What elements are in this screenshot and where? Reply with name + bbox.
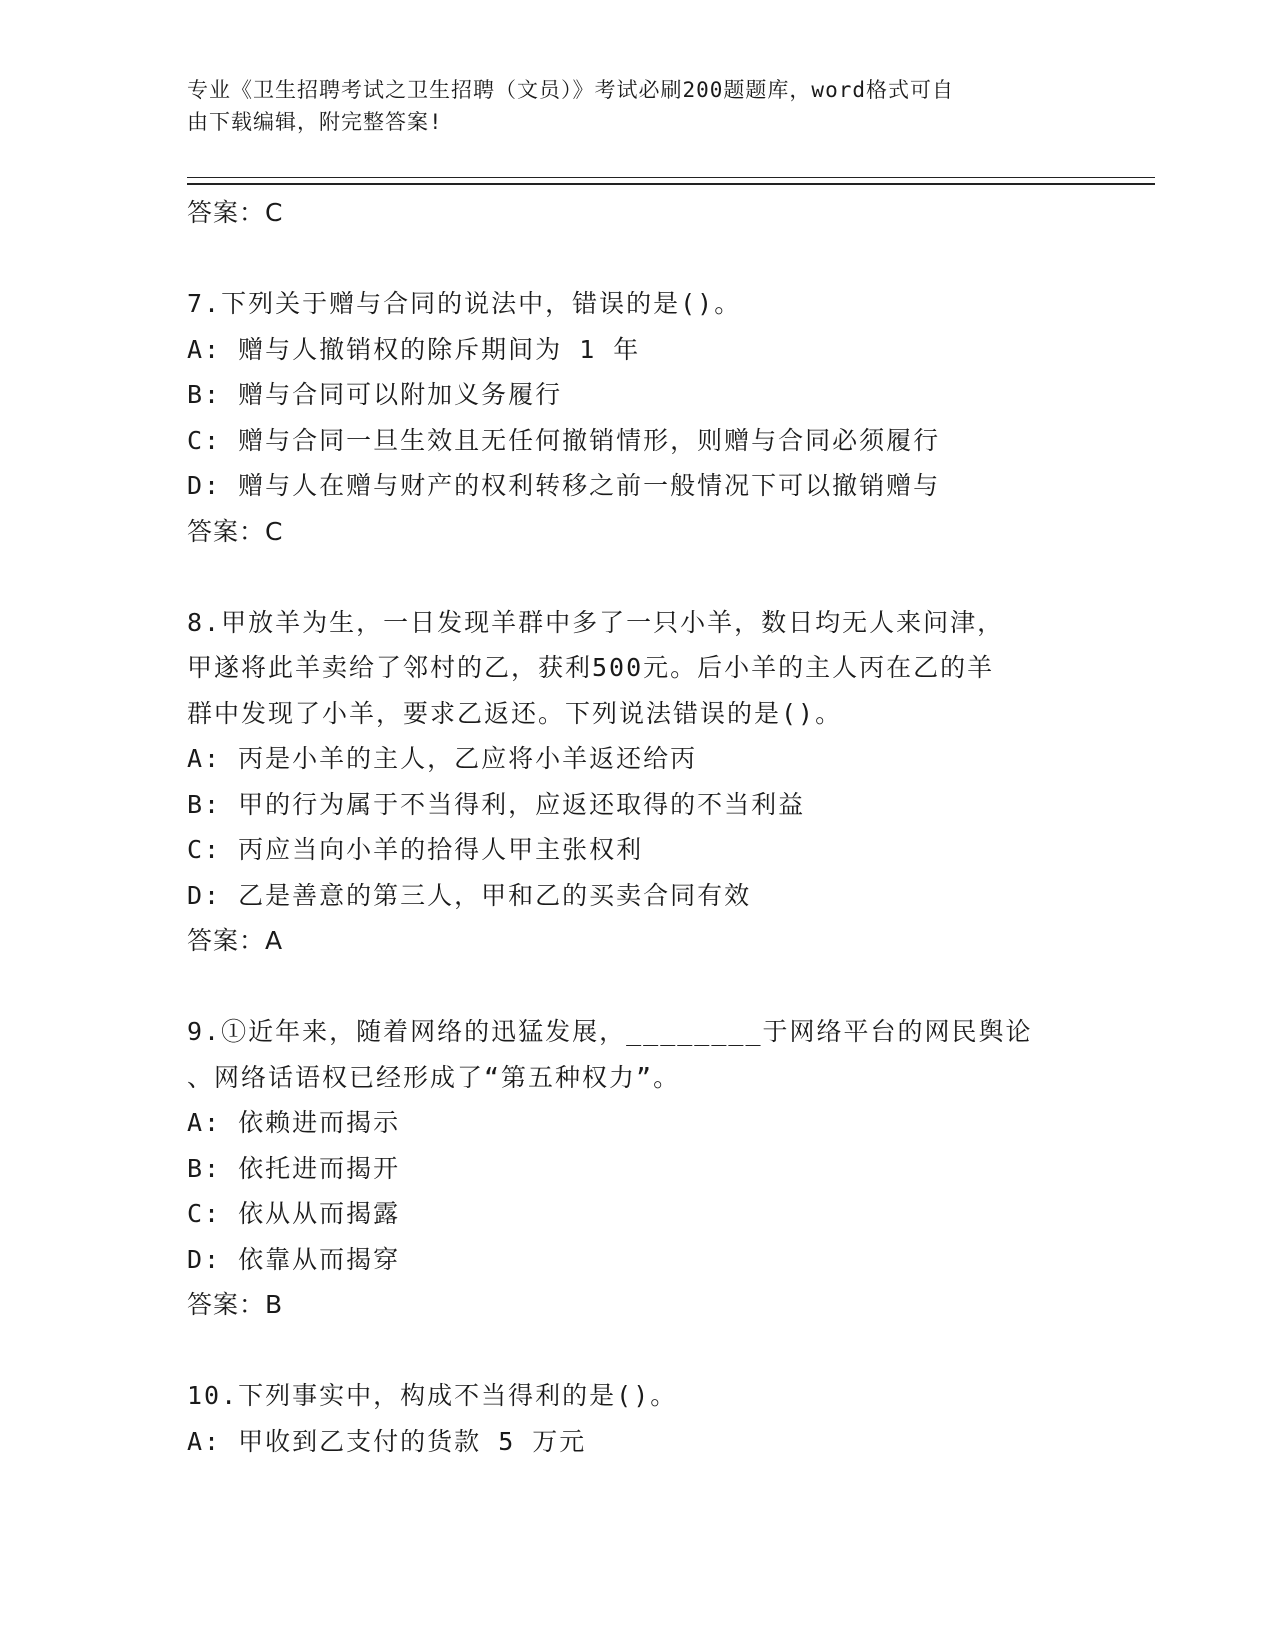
option-b: B: 赠与合同可以附加义务履行 [187,380,563,409]
spacer [187,236,1147,282]
option-c: C: 依从从而揭露 [187,1199,401,1228]
spacer [187,1328,1147,1374]
question-10 [187,1373,1147,1464]
option-b: B: 依托进而揭开 [187,1153,401,1183]
spacer [187,554,1147,600]
question-9 [187,1009,1147,1328]
question-stem: 8.甲放羊为生，一日发现羊群中多了一只小羊，数日均无人来问津， [187,607,1005,637]
answer-line: 答案：C [187,198,284,227]
header-line-1: 专业《卫生招聘考试之卫生招聘（文员）》考试必刷200题题库，word格式可自 [187,78,954,102]
answer-line: 答案：B [187,1290,284,1319]
question-stem: 9.①近年来，随着网络的迅猛发展，________于网络平台的网民舆论 [187,1017,1033,1046]
question-stem: 、网络话语权已经形成了“第五种权力”。 [187,1062,681,1092]
option-a: A: 甲收到乙支付的货款 5 万元 [187,1426,587,1456]
answer-line: 答案：A [187,926,284,955]
option-a: A: 依赖进而揭示 [187,1108,401,1137]
header-double-rule [187,177,1155,185]
question-stem: 10.下列事实中，构成不当得利的是()。 [187,1381,678,1410]
question-stem: 群中发现了小羊，要求乙返还。下列说法错误的是()。 [187,698,843,728]
question-stem: 7.下列关于赠与合同的说法中，错误的是()。 [187,289,742,318]
option-c: C: 赠与合同一旦生效且无任何撤销情形，则赠与合同必须履行 [187,425,941,455]
spacer [187,964,1147,1010]
option-d: D: 依靠从而揭穿 [187,1244,401,1274]
question-7 [187,281,1147,554]
document-header [187,74,1067,138]
option-c: C: 丙应当向小羊的拾得人甲主张权利 [187,835,644,864]
question-8 [187,600,1147,964]
option-a: A: 丙是小羊的主人，乙应将小羊返还给丙 [187,744,698,773]
answer-line: 答案：C [187,516,284,546]
option-b: B: 甲的行为属于不当得利，应返还取得的不当利益 [187,789,806,819]
document-body [187,190,1147,1464]
header-line-2: 由下载编辑，附完整答案! [187,110,443,134]
option-d: D: 赠与人在赠与财产的权利转移之前一般情况下可以撤销赠与 [187,471,941,500]
question-stem: 甲遂将此羊卖给了邻村的乙，获利500元。后小羊的主人丙在乙的羊 [187,653,995,682]
option-d: D: 乙是善意的第三人，甲和乙的买卖合同有效 [187,880,752,910]
option-a: A: 赠与人撤销权的除斥期间为 1 年 [187,334,641,364]
